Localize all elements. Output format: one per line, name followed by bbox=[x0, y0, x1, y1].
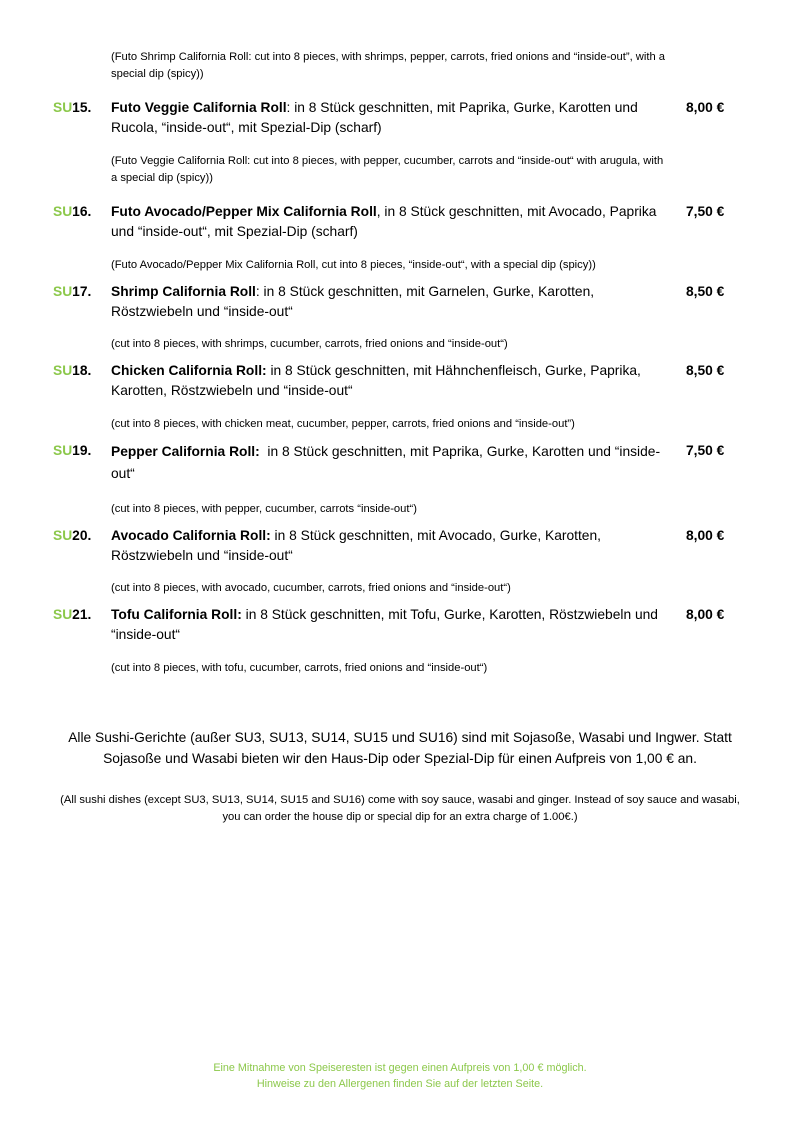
item-code bbox=[53, 526, 91, 546]
item-name: Pepper California Roll: bbox=[111, 444, 260, 459]
item-price: 8,00 € bbox=[686, 100, 725, 115]
item-code bbox=[53, 441, 91, 461]
item-price: 8,00 € bbox=[686, 607, 725, 622]
item-name: Chicken California Roll: bbox=[111, 363, 267, 378]
item-title bbox=[111, 98, 676, 138]
item-english-note: (cut into 8 pieces, with shrimps, cucumber, carrots, fried onions and “inside-out“) bbox=[111, 338, 508, 350]
item-english-note: (cut into 8 pieces, with pepper, cucumber, carrots “inside-out“) bbox=[111, 503, 417, 515]
item-code-prefix: SU bbox=[53, 363, 73, 378]
item-description: in 8 Stück geschnitten, mit Paprika, Gurke, Karotten und “inside-out“ bbox=[111, 444, 661, 481]
item-english-note: (Futo Veggie California Roll: cut into 8 pieces, with pepper, cucumber, carrots and “inside-out“ with arugula, with a special dip (spicy)) bbox=[111, 155, 664, 184]
item-name: Tofu California Roll: bbox=[111, 607, 242, 622]
item-english-note: (Futo Avocado/Pepper Mix California Roll, cut into 8 pieces, “inside-out“, with a special dip (spicy)) bbox=[111, 259, 596, 271]
item-code-number: 21. bbox=[72, 607, 92, 622]
item-code-number: 16. bbox=[72, 204, 92, 219]
item-name: Shrimp California Roll bbox=[111, 284, 256, 299]
item-code-number: 19. bbox=[72, 443, 92, 458]
item-code-prefix: SU bbox=[53, 284, 73, 299]
item-title bbox=[111, 361, 676, 401]
item-code-prefix: SU bbox=[53, 443, 73, 458]
item-title bbox=[111, 202, 676, 242]
item-code-number: 18. bbox=[72, 363, 92, 378]
item-description: : in 8 Stück geschnitten, mit Garnelen, Gurke, Karotten, Röstzwiebeln und “inside-out“ bbox=[111, 284, 595, 319]
footer-allergen-note: Hinweise zu den Allergenen finden Sie auf der letzten Seite. bbox=[256, 1078, 544, 1090]
item-title bbox=[111, 282, 676, 322]
item-price: 8,50 € bbox=[686, 284, 725, 299]
footer-takeaway-note: Eine Mitnahme von Speiseresten ist gegen einen Aufpreis von 1,00 € möglich. bbox=[213, 1062, 587, 1074]
item-code-number: 20. bbox=[72, 528, 92, 543]
item-english-note: (cut into 8 pieces, with avocado, cucumber, carrots, fried onions and “inside-out“) bbox=[111, 582, 511, 594]
item-description: : in 8 Stück geschnitten, mit Paprika, Gurke, Karotten und Rucola, “inside-out“, mit Spezial-Dip (scharf) bbox=[111, 100, 638, 135]
item-code bbox=[53, 202, 91, 222]
item-code-prefix: SU bbox=[53, 204, 73, 219]
item-code-number: 15. bbox=[72, 100, 92, 115]
item-code bbox=[53, 282, 91, 302]
item-title bbox=[111, 605, 676, 645]
footer bbox=[150, 1060, 650, 1092]
item-description: in 8 Stück geschnitten, mit Avocado, Gurke, Karotten, Röstzwiebeln und “inside-out“ bbox=[111, 528, 601, 563]
item-english-note: (cut into 8 pieces, with tofu, cucumber, carrots, fried onions and “inside-out“) bbox=[111, 662, 488, 674]
item-description: in 8 Stück geschnitten, mit Hähnchenfleisch, Gurke, Paprika, Karotten, Röstzwiebeln und “inside-out“ bbox=[111, 363, 641, 398]
sushi-note-german: Alle Sushi-Gerichte (außer SU3, SU13, SU14, SU15 und SU16) sind mit Sojasoße, Wasabi und Ingwer. Statt Sojasoße und Wasabi bieten wir den Haus-Dip oder Spezial-Dip für einen Aufpreis von 1,00 € an. bbox=[68, 730, 732, 766]
item-name: Futo Avocado/Pepper Mix California Roll bbox=[111, 204, 377, 219]
item-title bbox=[111, 526, 676, 566]
item-14-english-note: (Futo Shrimp California Roll: cut into 8 pieces, with shrimps, pepper, carrots, fried onions and “inside-out”, with a special dip (spicy)) bbox=[111, 51, 666, 80]
item-price: 8,50 € bbox=[686, 363, 725, 378]
sushi-note-english: (All sushi dishes (except SU3, SU13, SU14, SU15 and SU16) come with soy sauce, wasabi and ginger. Instead of soy sauce and wasabi, you can order the house dip or special dip for an extra charge of 1.00€.) bbox=[60, 794, 740, 823]
item-code bbox=[53, 98, 91, 118]
item-code bbox=[53, 605, 91, 625]
item-price: 7,50 € bbox=[686, 204, 725, 219]
item-code-number: 17. bbox=[72, 284, 92, 299]
item-title bbox=[111, 441, 666, 485]
item-english-note: (cut into 8 pieces, with chicken meat, cucumber, pepper, carrots, fried onions and “inside-out”) bbox=[111, 418, 575, 430]
item-code-prefix: SU bbox=[53, 607, 73, 622]
item-description: , in 8 Stück geschnitten, mit Avocado, Paprika und “inside-out“, mit Spezial-Dip (scharf) bbox=[111, 204, 657, 239]
item-name: Futo Veggie California Roll bbox=[111, 100, 287, 115]
item-price: 7,50 € bbox=[686, 443, 725, 458]
item-name: Avocado California Roll: bbox=[111, 528, 271, 543]
item-code bbox=[53, 361, 91, 381]
item-description: in 8 Stück geschnitten, mit Tofu, Gurke, Karotten, Röstzwiebeln und “inside-out“ bbox=[111, 607, 658, 642]
item-price: 8,00 € bbox=[686, 528, 725, 543]
item-code-prefix: SU bbox=[53, 100, 73, 115]
item-code-prefix: SU bbox=[53, 528, 73, 543]
